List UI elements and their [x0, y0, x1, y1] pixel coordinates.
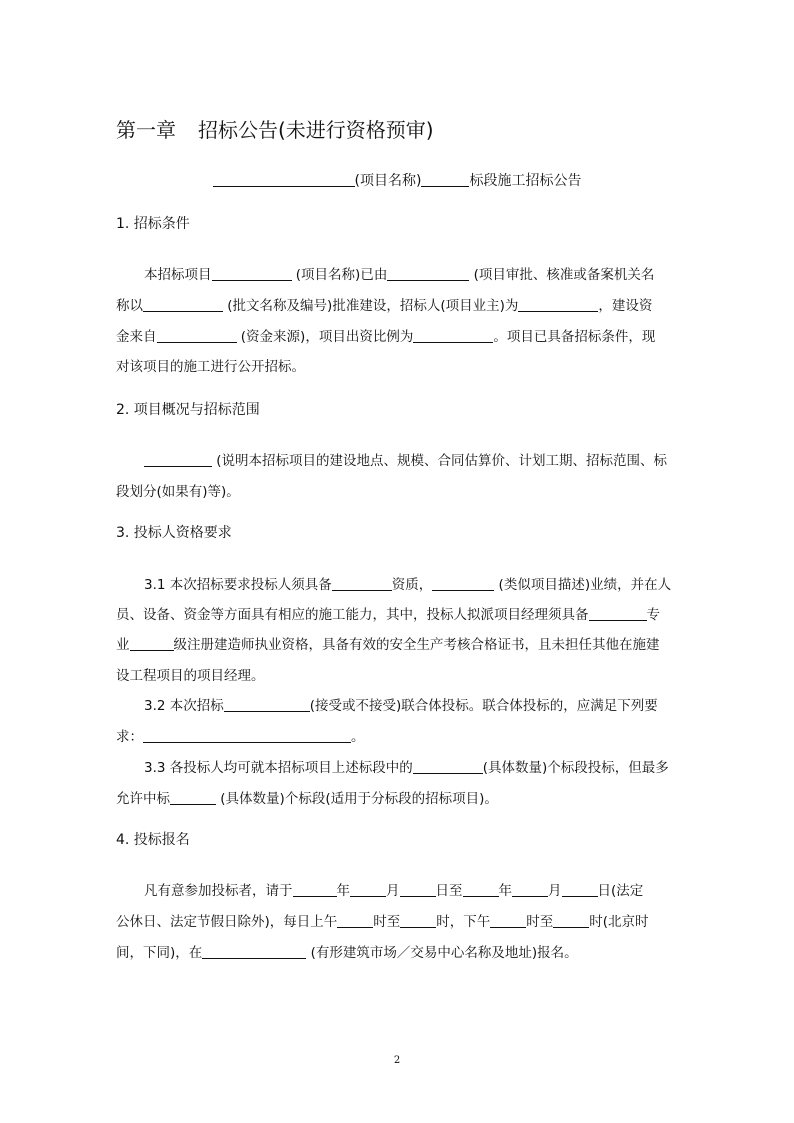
s2-line-1: (说明本招标项目的建设地点、规模、合同估算价、计划工期、招标范围、标	[144, 449, 667, 469]
s1-line-2: 称以 (批文名称及编号)批准建设，招标人(项目业主)为 ，建设资	[116, 298, 653, 314]
s1-line-4: 对该项目的施工进行公开招标。	[116, 359, 305, 375]
chapter-number: 第一章	[116, 118, 176, 142]
blank-section	[421, 173, 469, 187]
s3-2-line-1: 3.2 本次招标 (接受或不接受)联合体投标。联合体投标的，应满足下列要	[144, 698, 658, 714]
section-4-heading: 4. 投标报名	[116, 832, 190, 848]
s4-line-3: 间，下同)，在 (有形建筑市场／交易中心名称及地址)报名。	[116, 945, 578, 961]
notice-title: (项目名称) 标段施工招标公告	[0, 170, 794, 190]
chapter-heading	[116, 114, 434, 143]
s3-2-line-2: 求： 。	[116, 729, 365, 745]
s3-1-line-1: 3.1 本次招标要求投标人须具备 资质， (类似项目描述)业绩，并在人	[144, 577, 672, 593]
section-3-heading: 3. 投标人资格要求	[116, 525, 232, 541]
s3-1-line-3: 业 级注册建造师执业资格，具备有效的安全生产考核合格证书，且未担任其他在施建	[116, 637, 660, 653]
s1-line-3: 金来自 (资金来源)，项目出资比例为 。项目已具备招标条件，现	[116, 329, 656, 345]
s4-line-2: 公休日、法定节假日除外)，每日上午 时至 时，下午 时至 时(北京时	[116, 914, 649, 930]
s3-1-line-4: 设工程项目的项目经理。	[116, 668, 265, 684]
s2-line-2: 段划分(如果有)等)。	[116, 484, 240, 500]
s3-3-line-2: 允许中标 (具体数量)个标段(适用于分标段的招标项目)。	[116, 791, 498, 807]
section-1-heading: 1. 招标条件	[116, 216, 190, 232]
chapter-title: 招标公告(未进行资格预审)	[198, 118, 434, 142]
section-2-heading: 2. 项目概况与招标范围	[116, 402, 260, 418]
s3-1-line-2: 员、设备、资金等方面具有相应的施工能力，其中，投标人拟派项目经理须具备 专	[116, 607, 660, 623]
s4-line-1: 凡有意参加投标者，请于 年 月 日至 年 月 日(法定	[144, 883, 644, 899]
page-number: 2	[393, 1055, 401, 1066]
s3-3-line-1: 3.3 各投标人均可就本招标项目上述标段中的 (具体数量)个标段投标，但最多	[144, 760, 669, 776]
s1-line-1: 本招标项目 (项目名称)已由 (项目审批、核准或备案机关名	[144, 267, 655, 283]
blank-project-name	[213, 173, 355, 187]
